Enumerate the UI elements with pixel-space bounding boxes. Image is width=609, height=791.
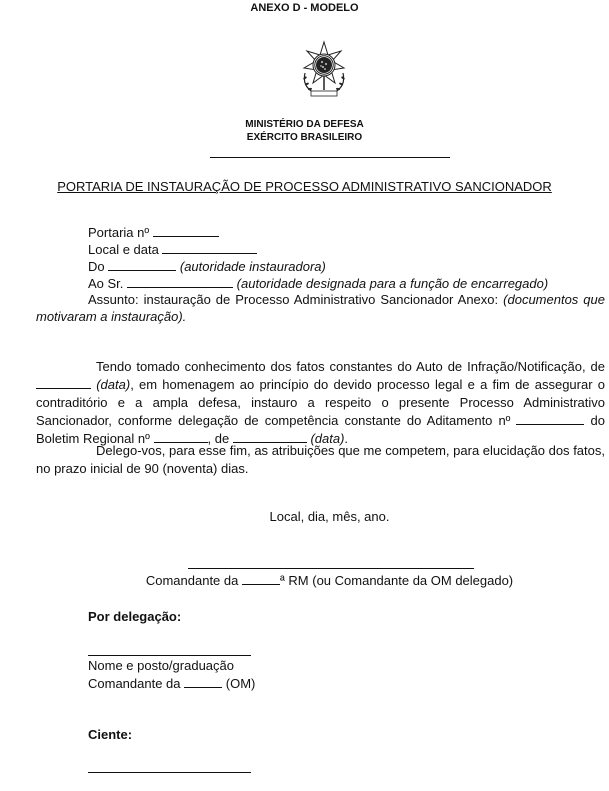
ciente-signature-line	[88, 772, 251, 773]
field-assunto: Assunto: instauração de Processo Administrativo Sancionador Anexo: (documentos que motivaram a instauração).	[36, 292, 605, 324]
army-name: EXÉRCITO BRASILEIRO	[246, 132, 363, 143]
delegation-name: Nome e posto/graduação	[88, 658, 234, 673]
coat-of-arms-icon	[299, 40, 349, 98]
field-local-data: Local e data	[88, 241, 257, 258]
ciente-label: Ciente:	[88, 727, 133, 742]
header-rule	[210, 157, 450, 158]
body-paragraph-2: Delego-vos, para esse fim, as atribuições que me competem, para elucidação dos fatos, no prazo inicial de 90 (noventa) dias.	[36, 443, 605, 476]
annex-title: ANEXO D - MODELO	[250, 2, 359, 14]
field-portaria: Portaria nº	[88, 224, 219, 241]
delegation-label: Por delegação:	[88, 609, 182, 624]
signature-caption: Comandante da ª RM (ou Comandante da OM delegado)	[145, 573, 514, 588]
field-ao: Ao Sr. (autoridade designada para a função de encarregado)	[88, 276, 549, 291]
body-paragraph-1: Tendo tomado conhecimento dos fatos constantes do Auto de Infração/Notificação, de (data), em homenagem ao princípio do devido processo legal e a fim de assegurar o contraditório e a ampla defesa, instauro a respeito o presente Processo Administrativo Sancionador, conforme delegação de competência constante do Aditamento nº do Boletim Regional nº , de (data).	[36, 359, 605, 446]
field-do: Do (autoridade instauradora)	[88, 259, 326, 274]
document-title: PORTARIA DE INSTAURAÇÃO DE PROCESSO ADMINISTRATIVO SANCIONADOR	[57, 179, 552, 194]
signature-line	[188, 568, 474, 569]
ministry-name: MINISTÉRIO DA DEFESA	[245, 119, 364, 130]
delegation-signature-line	[88, 655, 251, 656]
place-date: Local, dia, mês, ano.	[269, 509, 390, 524]
delegation-command: Comandante da (OM)	[88, 676, 256, 691]
